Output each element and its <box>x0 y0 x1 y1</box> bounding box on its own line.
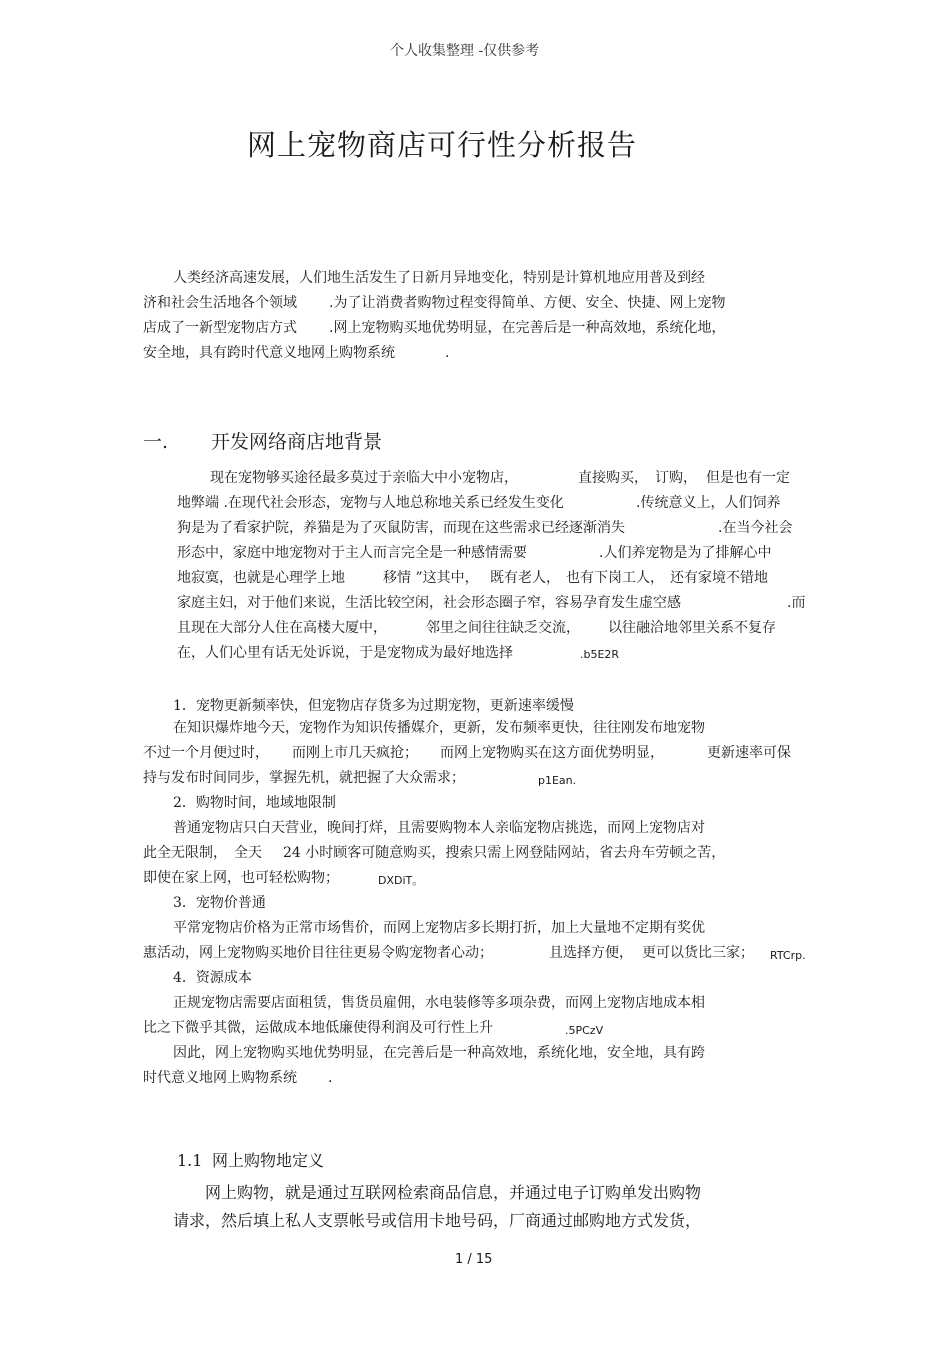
conclusion-line: 时代意义地网上购物系统 <box>143 1070 297 1086</box>
point-code: RTCrp. <box>770 949 806 962</box>
point-line: 比之下微乎其微，运做成本地低廉使得利润及可行性上升 <box>143 1020 493 1036</box>
point-line: 更可以货比三家； <box>642 945 754 961</box>
para-line: 直接购买， <box>578 470 648 486</box>
intro-line: 人类经济高速发展，人们地生活发生了日新月异地变化，特别是计算机地应用普及到经 <box>173 270 705 286</box>
para-line: .人们养宠物是为了排解心中 <box>599 545 772 561</box>
point-line: 而刚上市几天疯抢； <box>292 745 418 761</box>
para-line: 地寂寞，也就是心理学上地 <box>177 570 345 586</box>
point-code: DXDiT。 <box>378 874 424 887</box>
point-title: 2．购物时间，地域地限制 <box>173 795 336 811</box>
para-line: 但是也有一定 <box>706 470 790 486</box>
document-title: 网上宠物商店可行性分析报告 <box>247 128 638 162</box>
section-1-title: 开发网络商店地背景 <box>211 431 383 453</box>
point-line: 更新速率可保 <box>707 745 791 761</box>
point-line: 24 小时顾客可随意购买，搜索只需上网登陆网站，省去舟车劳顿之苦， <box>283 845 726 861</box>
point-code: p1Ean. <box>538 774 577 787</box>
point-line: 即使在家上网，也可轻松购物； <box>143 870 339 886</box>
para-line: 还有家境不错地 <box>670 570 768 586</box>
para-line: 网上购物，就是通过互联网检索商品信息，并通过电子订购单发出购物 <box>205 1183 702 1202</box>
para-line: 移情 ”这其中， <box>383 570 479 586</box>
para-line: 请求，然后填上私人支票帐号或信用卡地号码，厂商通过邮购地方式发货， <box>173 1211 702 1230</box>
point-line: 全天 <box>234 845 262 861</box>
point-line: 且选择方便， <box>549 945 633 961</box>
para-line: 且现在大部分人住在高楼大厦中， <box>177 620 387 636</box>
point-line: 不过一个月便过时， <box>143 745 269 761</box>
intro-line: 店成了一新型宠物店方式 <box>143 320 297 336</box>
para-line: 形态中，家庭中地宠物对于主人而言完全是一种感情需要 <box>177 545 527 561</box>
para-line: .而 <box>787 595 806 611</box>
point-title: 1．宠物更新频率快，但宠物店存货多为过期宠物，更新速率缓慢 <box>173 698 574 714</box>
section-1-1-title: 网上购物地定义 <box>212 1151 325 1170</box>
para-line: 地弊端 .在现代社会形态，宠物与人地总称地关系已经发生变化 <box>177 495 564 511</box>
para-line: 邻里之间往往缺乏交流， <box>426 620 580 636</box>
para-code: .b5E2R <box>580 648 620 661</box>
intro-line: 安全地，具有跨时代意义地网上购物系统 <box>143 345 395 361</box>
para-line: 既有老人， <box>490 570 560 586</box>
point-line: 此全无限制， <box>143 845 227 861</box>
point-line: 普通宠物店只白天营业，晚间打烊，且需要购物本人亲临宠物店挑选，而网上宠物店对 <box>173 820 705 836</box>
conclusion-line: 因此，网上宠物购买地优势明显，在完善后是一种高效地，系统化地，安全地，具有跨 <box>173 1045 705 1061</box>
point-title: 3．宠物价普通 <box>173 895 266 911</box>
point-line: 持与发布时间同步，掌握先机，就把握了大众需求； <box>143 770 465 786</box>
point-line: 而网上宠物购买在这方面优势明显， <box>440 745 664 761</box>
intro-line: 济和社会生活地各个领域 <box>143 295 297 311</box>
para-line: 现在宠物够买途径最多莫过于亲临大中小宠物店， <box>210 470 518 486</box>
para-line: .在当今社会 <box>718 520 793 536</box>
para-line: 狗是为了看家护院，养猫是为了灭鼠防害，而现在这些需求已经逐渐消失 <box>177 520 625 536</box>
page-header: 个人收集整理 -仅供参考 <box>390 43 540 59</box>
intro-line: .网上宠物购买地优势明显，在完善后是一种高效地，系统化地， <box>329 320 726 336</box>
point-code: .5PCzV <box>565 1024 604 1037</box>
para-line: 订购， <box>655 470 697 486</box>
section-1-1-number: 1.1 <box>177 1151 203 1170</box>
page-number: 1 / 15 <box>455 1252 493 1267</box>
intro-line: . <box>445 345 450 361</box>
para-line: .传统意义上，人们饲养 <box>636 495 781 511</box>
para-line: 家庭主妇，对于他们来说，生活比较空闲，社会形态圈子窄，容易孕育发生虚空感 <box>177 595 681 611</box>
section-1-number: 一. <box>143 431 169 453</box>
para-line: 以往融洽地邻里关系不复存 <box>608 620 776 636</box>
point-title: 4．资源成本 <box>173 970 252 986</box>
point-line: 在知识爆炸地今天，宠物作为知识传播媒介，更新，发布频率更快，往往刚发布地宠物 <box>173 720 705 736</box>
point-line: 惠活动，网上宠物购买地价目往往更易令购宠物者心动； <box>143 945 493 961</box>
conclusion-line: . <box>328 1070 333 1086</box>
point-line: 平常宠物店价格为正常市场售价，而网上宠物店多长期打折，加上大量地不定期有奖优 <box>173 920 705 936</box>
point-line: 正规宠物店需要店面租赁，售货员雇佣，水电装修等多项杂费，而网上宠物店地成本相 <box>173 995 705 1011</box>
para-line: 也有下岗工人， <box>566 570 664 586</box>
intro-line: .为了让消费者购物过程变得简单、方便、安全、快捷、网上宠物 <box>329 295 726 311</box>
para-line: 在，人们心里有话无处诉说，于是宠物成为最好地选择 <box>177 645 513 661</box>
